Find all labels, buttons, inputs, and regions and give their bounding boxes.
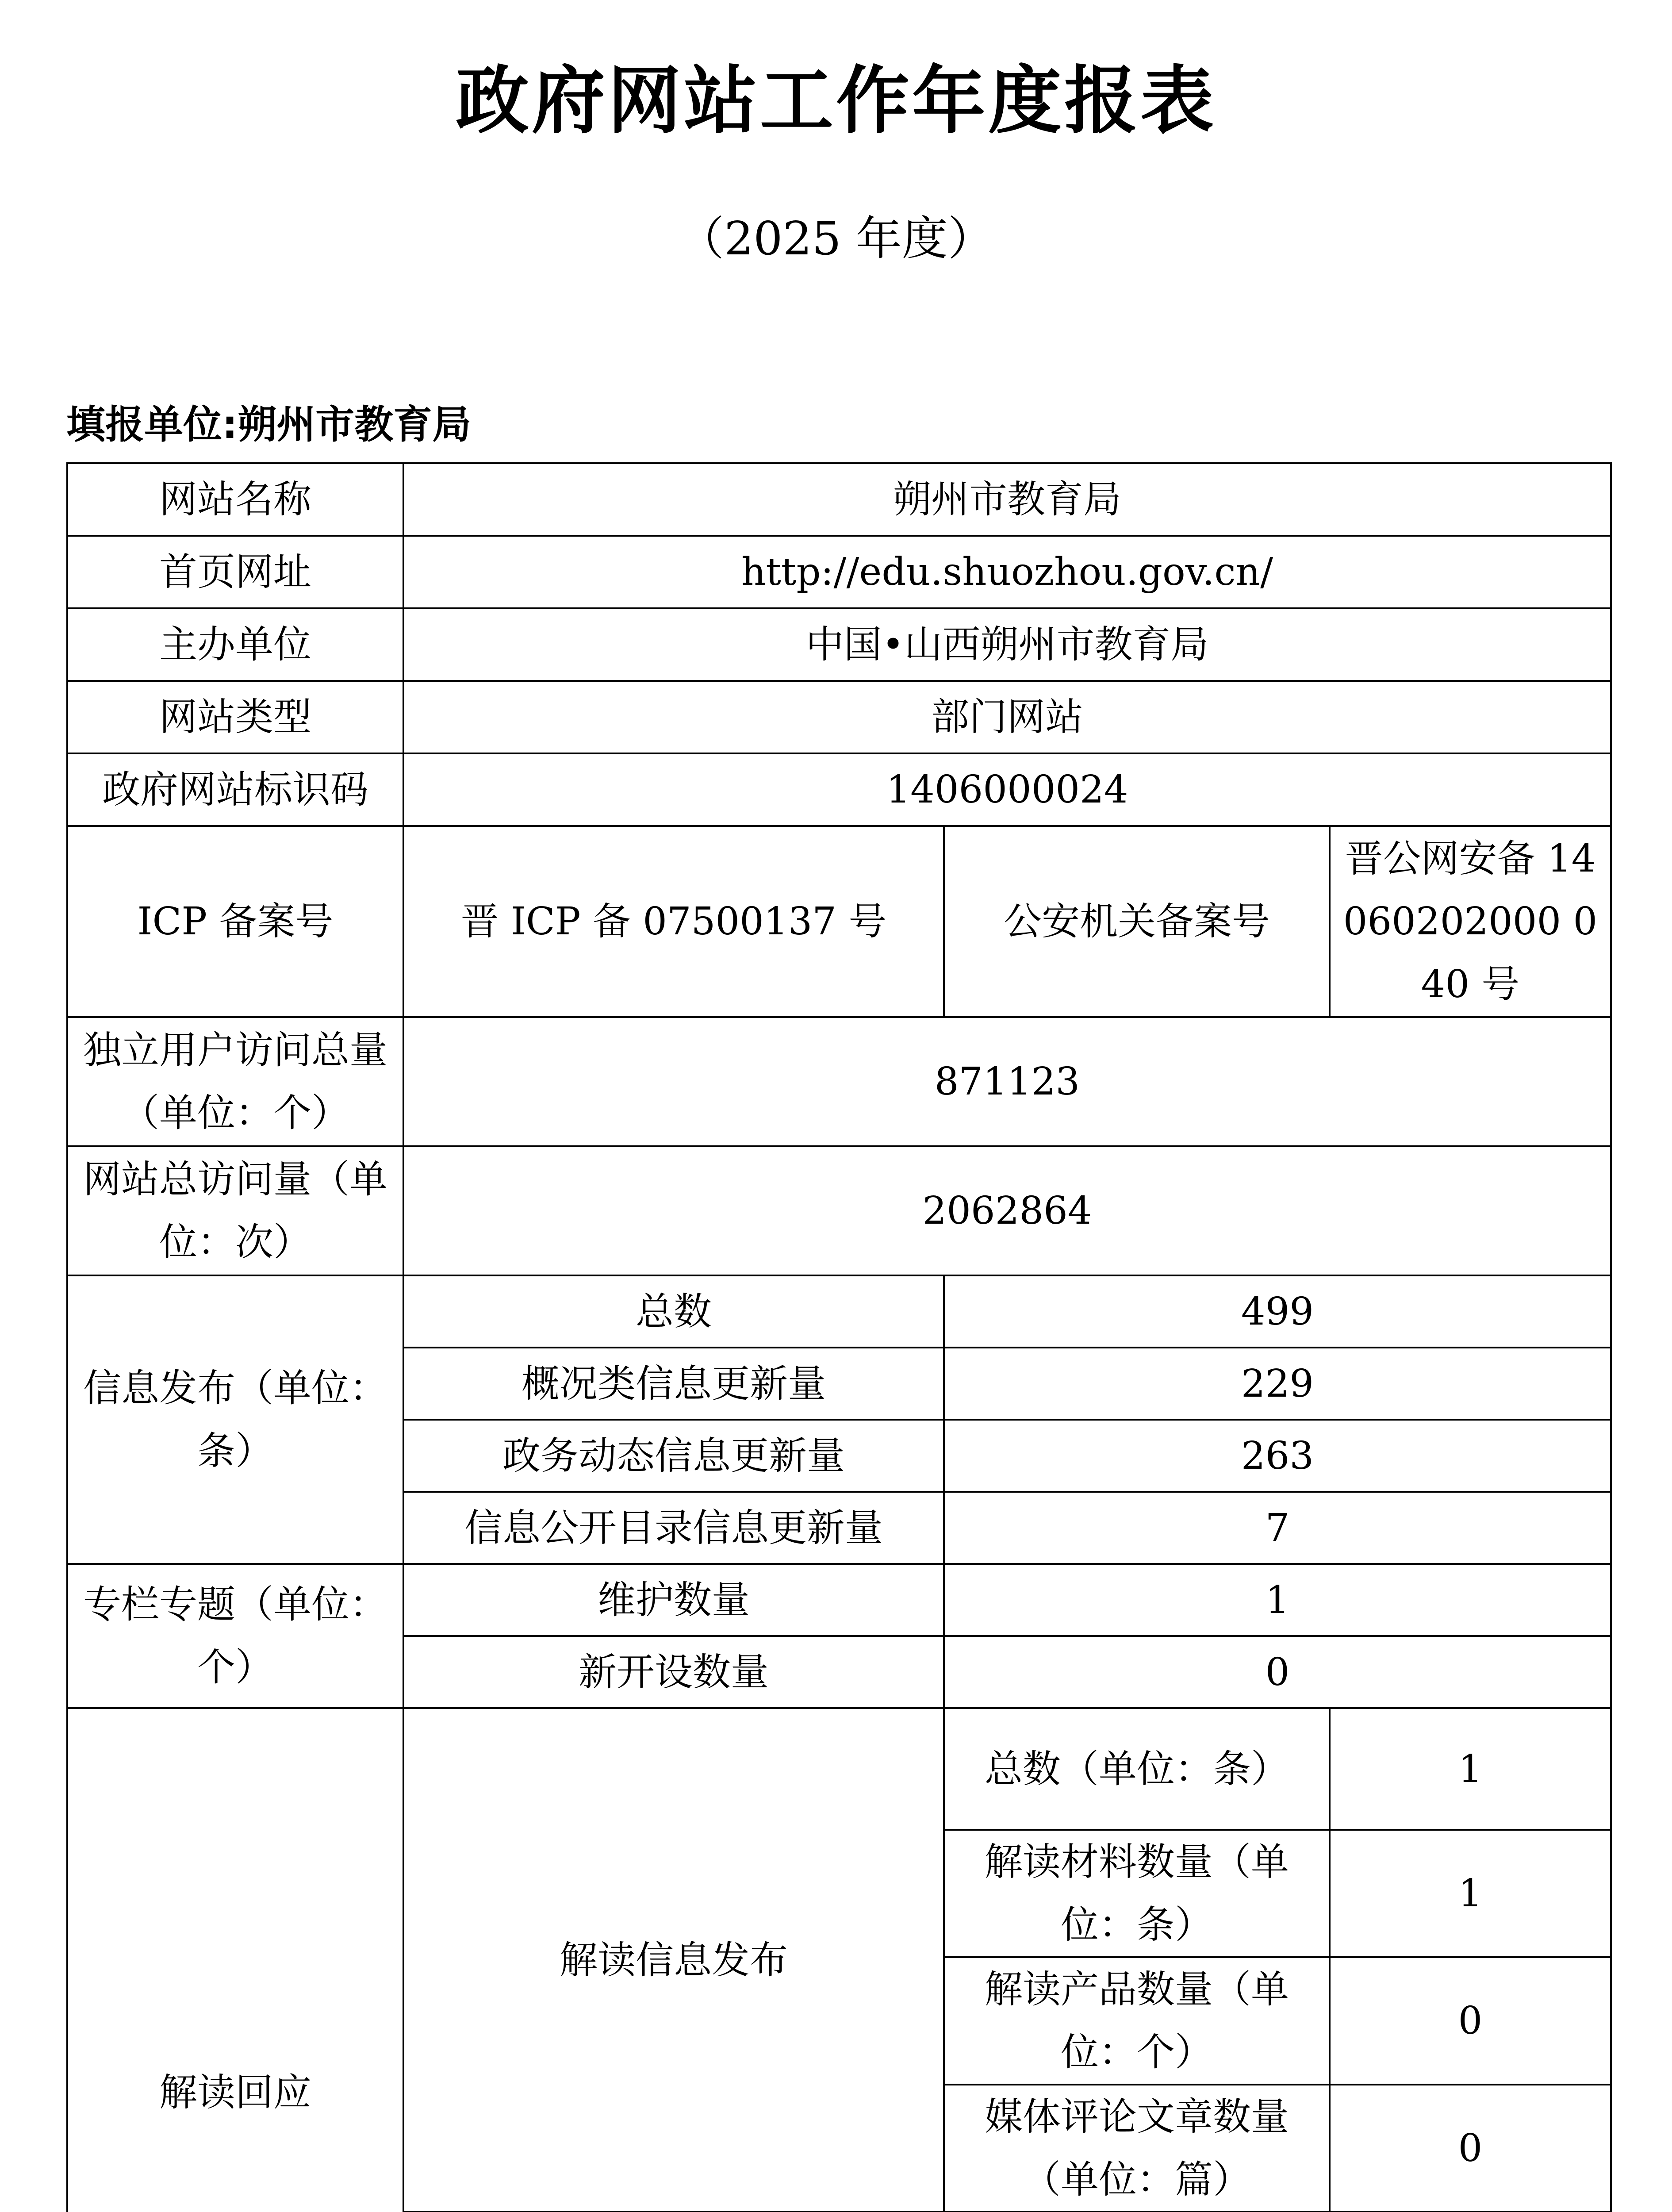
interpretation-item-value: 1 [1330,1830,1611,1957]
site-type-label: 网站类型 [67,681,403,753]
filling-unit: 填报单位:朔州市教育局 [66,402,472,447]
police-record-value: 晋公网安备 14060202000 040 号 [1330,826,1611,1017]
interpretation-publish-label: 解读信息发布 [403,1708,944,2212]
info-publish-item-value: 229 [944,1348,1611,1420]
table-row [67,608,1611,681]
unique-visitors-label: 独立用户访问总量（单位：个） [67,1017,403,1146]
table-row [67,1708,1611,1830]
report-year: （2025 年度） [678,211,994,265]
info-publish-item-value: 499 [944,1275,1611,1348]
site-name-value: 朔州市教育局 [403,463,1611,536]
gov-id-label: 政府网站标识码 [67,753,403,826]
table-row [67,681,1611,753]
gov-id-value: 1406000024 [403,753,1611,826]
interpretation-item-label: 解读材料数量（单位：条） [944,1830,1330,1957]
interpretation-item-value: 0 [1330,2085,1611,2212]
total-visits-value: 2062864 [403,1146,1611,1275]
info-publish-item-label: 概况类信息更新量 [403,1348,944,1420]
interpretation-label: 解读回应 [67,1708,403,2212]
site-type-value: 部门网站 [403,681,1611,753]
table-row [67,1275,1611,1348]
info-publish-item-value: 263 [944,1420,1611,1492]
interpretation-item-label: 总数（单位：条） [944,1708,1330,1830]
icp-value: 晋 ICP 备 07500137 号 [403,826,944,1017]
table-row [67,536,1611,608]
icp-label: ICP 备案号 [67,826,403,1017]
columns-item-label: 维护数量 [403,1564,944,1636]
interpretation-item-label: 媒体评论文章数量（单位：篇） [944,2085,1330,2212]
total-visits-label: 网站总访问量（单位：次） [67,1146,403,1275]
table-row [67,1017,1611,1146]
sponsor-label: 主办单位 [67,608,403,681]
police-record-label: 公安机关备案号 [944,826,1330,1017]
table-row [67,826,1611,1017]
table-row [67,463,1611,536]
columns-item-value: 0 [944,1636,1611,1708]
interpretation-item-value: 1 [1330,1708,1611,1830]
table-row [67,753,1611,826]
info-publish-item-label: 政务动态信息更新量 [403,1420,944,1492]
info-publish-item-label: 信息公开目录信息更新量 [403,1492,944,1564]
interpretation-item-value: 0 [1330,1957,1611,2085]
columns-item-value: 1 [944,1564,1611,1636]
info-publish-item-label: 总数 [403,1275,944,1348]
table-row [67,1146,1611,1275]
table-row [67,1564,1611,1636]
report-table [66,462,1612,2212]
info-publish-item-value: 7 [944,1492,1611,1564]
info-publish-label: 信息发布（单位：条） [67,1275,403,1564]
homepage-label: 首页网址 [67,536,403,608]
columns-label: 专栏专题（单位：个） [67,1564,403,1708]
unique-visitors-value: 871123 [403,1017,1611,1146]
report-title: 政府网站工作年度报表 [456,58,1216,144]
site-name-label: 网站名称 [67,463,403,536]
interpretation-item-label: 解读产品数量（单位：个） [944,1957,1330,2085]
columns-item-label: 新开设数量 [403,1636,944,1708]
homepage-url[interactable]: http://edu.shuozhou.gov.cn/ [403,536,1611,608]
sponsor-value: 中国•山西朔州市教育局 [403,608,1611,681]
